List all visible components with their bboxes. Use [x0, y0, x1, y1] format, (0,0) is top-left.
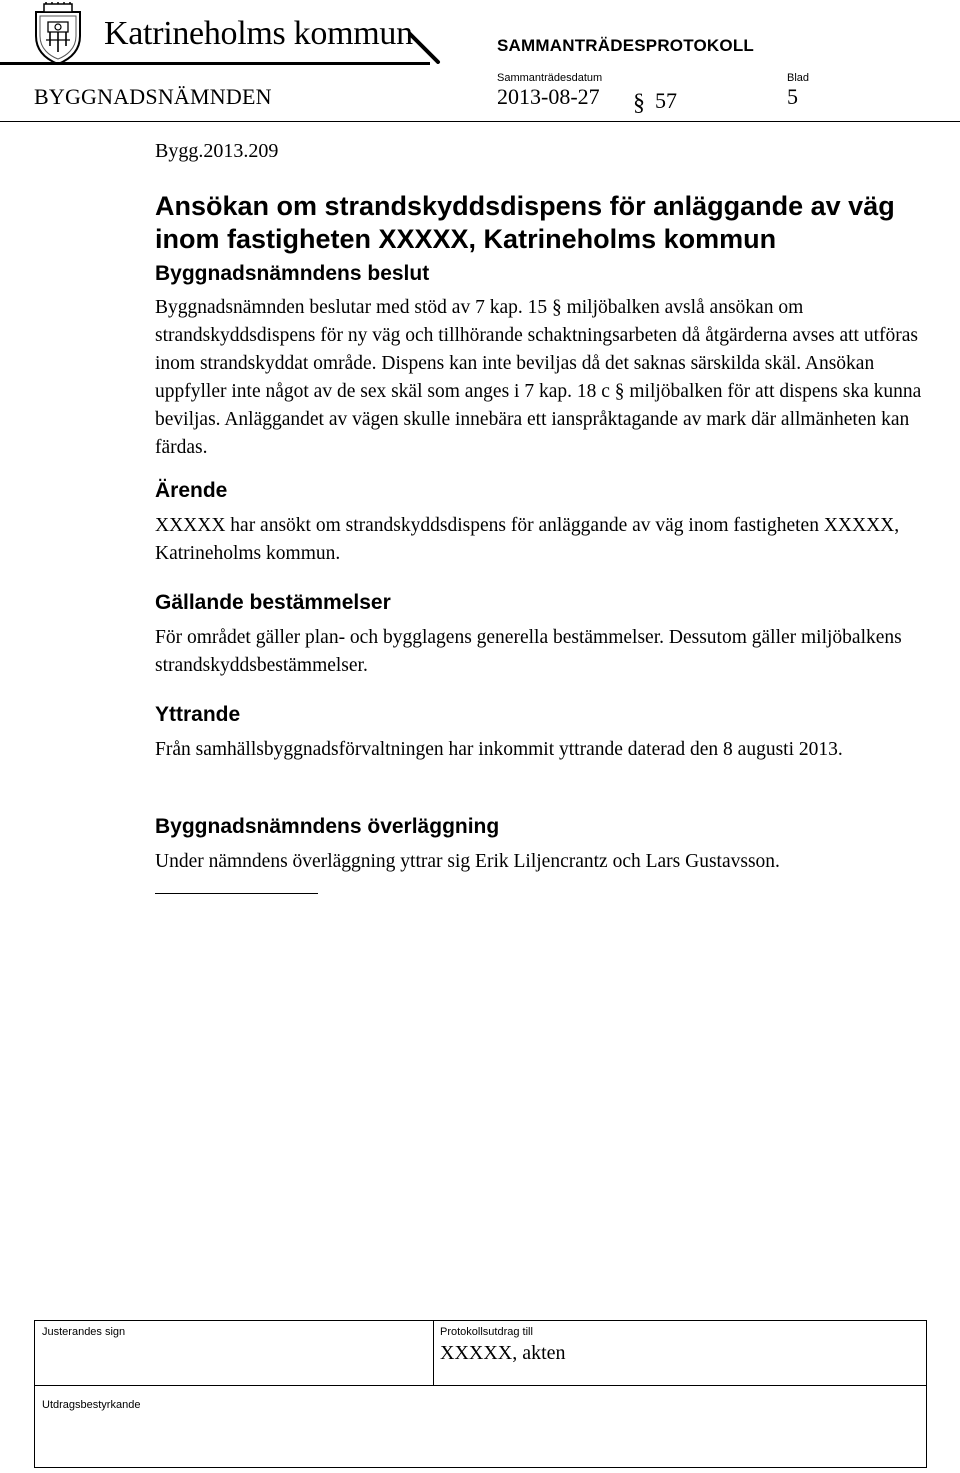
case-number: Bygg.2013.209 — [155, 140, 279, 162]
section-heading-deliberation: Byggnadsnämndens överläggning — [155, 815, 500, 838]
section-sign: § — [633, 90, 645, 116]
extract-certification-label: Utdragsbestyrkande — [42, 1399, 141, 1411]
section-heading-regulations: Gällande bestämmelser — [155, 591, 391, 614]
page-number: 5 — [787, 84, 798, 109]
section-text-statement: Från samhällsbyggnadsförvaltningen har inkommit yttrande daterad den 8 augusti 2013. — [155, 739, 843, 760]
header-rule — [0, 62, 430, 65]
signature-box-divider — [34, 1385, 927, 1386]
meeting-date: 2013-08-27 — [497, 84, 600, 109]
board-name: BYGGNADSNÄMNDEN — [34, 84, 272, 109]
meeting-date-label: Sammanträdesdatum — [497, 72, 603, 84]
end-of-section-rule — [155, 893, 318, 894]
extract-recipient-value: XXXXX, akten — [440, 1342, 566, 1364]
page-label: Blad — [787, 72, 810, 84]
section-text-regulations: För området gäller plan- och bygglagens generella bestämmelser. Dessutom gäller miljöbalkens strandskyddsbestämmelser. — [155, 627, 902, 676]
section-text-deliberation: Under nämndens överläggning yttrar sig Erik Liljencrantz och Lars Gustavsson. — [155, 851, 780, 872]
section-heading-statement: Yttrande — [155, 703, 241, 726]
coat-of-arms-icon — [30, 2, 86, 66]
section-heading-matter: Ärende — [155, 479, 228, 502]
protocol-title: SAMMANTRÄDESPROTOKOLL — [497, 36, 754, 55]
section-text-matter: XXXXX har ansökt om strandskyddsdispens för anläggande av väg inom fastigheten XXXXX, Katrineholms kommun. — [155, 515, 900, 564]
header-divider — [0, 121, 960, 122]
section-text-decision: Byggnadsnämnden beslutar med stöd av 7 kap. 15 § miljöbalken avslå ansökan om strandskyddsdispens för ny väg och tillhörande schaktningsarbeten då åtgärderna avses att utföras inom strandskyddat område. Dispens kan inte beviljas då det saknas särskilda skäl. Ansökan uppfyller inte något av de sex skäl som anges i 7 kap. 18 c § miljöbalken för att dispens ska kunna beviljas. Anläggandet av vägen skulle innebära ett ianspråktagande av mark där allmänheten kan färdas. — [155, 297, 922, 458]
document-title: Ansökan om strandskyddsdispens för anläggande av väg inom fastigheten XXXXX, Katrineholms kommun — [155, 191, 895, 254]
signature-box-column-divider — [433, 1320, 434, 1386]
adjuster-signature-label: Justerandes sign — [42, 1326, 126, 1338]
section-heading-decision: Byggnadsnämndens beslut — [155, 262, 430, 285]
section-number: 57 — [655, 88, 677, 113]
logo-swoosh-icon — [408, 30, 442, 64]
municipality-logo-text: Katrineholms kommun — [104, 15, 413, 52]
extract-recipient-label: Protokollsutdrag till — [440, 1326, 533, 1338]
